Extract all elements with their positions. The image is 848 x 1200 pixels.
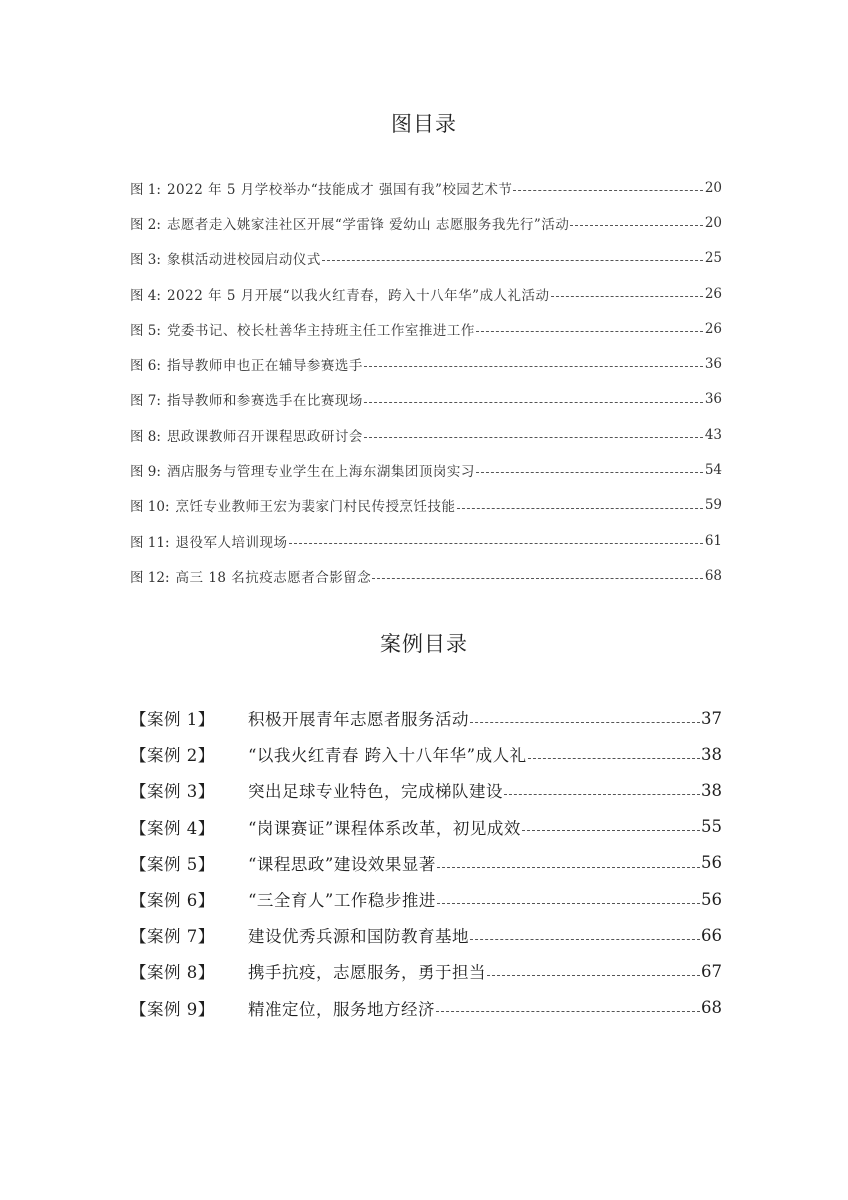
figure-title: 志愿者走入姚家洼社区开展“学雷锋 爱幼山 志愿服务我先行”活动 <box>166 216 570 233</box>
figure-label: 图 8: <box>130 428 161 445</box>
case-page-number: 66 <box>701 925 722 945</box>
case-toc-entry[interactable] <box>130 809 722 845</box>
dot-leader <box>436 995 700 1013</box>
dot-leader <box>289 529 703 544</box>
figure-label: 图 10: <box>130 499 170 516</box>
case-label: 【案例 2】 <box>130 746 215 766</box>
case-page-number: 37 <box>701 708 722 728</box>
dot-leader <box>487 959 700 977</box>
figure-label: 图 6: <box>130 358 161 375</box>
case-page-number: 38 <box>701 780 722 800</box>
figure-label: 图 7: <box>130 393 161 410</box>
figure-label: 图 12: <box>130 569 170 586</box>
dot-leader <box>528 742 700 760</box>
figure-label: 图 4: <box>130 287 161 304</box>
case-label: 【案例 9】 <box>130 999 215 1019</box>
dot-leader <box>476 459 703 474</box>
case-toc-entry[interactable] <box>130 953 722 989</box>
dot-leader <box>470 705 700 723</box>
case-toc-entry[interactable] <box>130 990 722 1026</box>
dot-leader <box>504 778 700 796</box>
case-label: 【案例 7】 <box>130 927 215 947</box>
figure-label: 图 9: <box>130 464 161 481</box>
dot-leader <box>364 423 703 438</box>
case-page-number: 67 <box>701 961 722 981</box>
dot-leader <box>522 814 700 832</box>
figure-page-number: 20 <box>704 214 722 231</box>
case-toc-entry[interactable] <box>130 917 722 953</box>
figure-toc-entry[interactable] <box>130 205 722 240</box>
dot-leader <box>364 388 703 403</box>
case-label: 【案例 1】 <box>130 710 215 730</box>
dot-leader <box>551 282 703 297</box>
case-toc-list <box>130 700 722 1026</box>
case-toc-entry[interactable] <box>130 845 722 881</box>
dot-leader <box>457 494 703 509</box>
case-toc-heading: 案例目录 <box>380 632 468 656</box>
figure-title: 象棋活动进校园启动仪式 <box>166 252 321 269</box>
figure-page-number: 25 <box>704 250 722 267</box>
case-toc-entry[interactable] <box>130 772 722 808</box>
figure-page-number: 43 <box>704 426 722 443</box>
case-page-number: 38 <box>701 744 722 764</box>
figure-title: 高三 18 名抗疫志愿者合影留念 <box>175 569 372 586</box>
figure-page-number: 36 <box>704 356 722 373</box>
case-page-number: 56 <box>701 853 722 873</box>
figure-toc-entry[interactable] <box>130 452 722 487</box>
figure-toc-entry[interactable] <box>130 346 722 381</box>
case-title: 积极开展青年志愿者服务活动 <box>248 710 469 730</box>
dot-leader <box>437 850 700 868</box>
figure-toc-entry[interactable] <box>130 488 722 523</box>
case-page-number: 68 <box>701 998 722 1018</box>
figure-toc-entry[interactable] <box>130 170 722 205</box>
case-label: 【案例 3】 <box>130 782 215 802</box>
case-page-number: 55 <box>701 817 722 837</box>
figure-page-number: 36 <box>704 391 722 408</box>
dot-leader <box>570 212 703 227</box>
figure-page-number: 26 <box>704 285 722 302</box>
dot-leader <box>322 247 703 262</box>
case-title: 精准定位，服务地方经济 <box>248 999 435 1019</box>
figure-page-number: 20 <box>704 179 722 196</box>
case-page-number: 56 <box>701 889 722 909</box>
case-title: 携手抗疫，志愿服务，勇于担当 <box>248 963 486 983</box>
figure-title: 酒店服务与管理专业学生在上海东湖集团顶岗实习 <box>166 464 475 481</box>
dot-leader <box>372 565 703 580</box>
figure-label: 图 11: <box>130 534 170 551</box>
figure-toc-entry[interactable] <box>130 417 722 452</box>
case-title: “课程思政”建设效果显著 <box>248 854 436 874</box>
figure-title: 烹饪专业教师王宏为裴家门村民传授烹饪技能 <box>175 499 456 516</box>
figure-title: 指导教师申也正在辅导参赛选手 <box>166 358 363 375</box>
figure-title: 党委书记、校长杜善华主持班主任工作室推进工作 <box>166 322 475 339</box>
figure-toc-entry[interactable] <box>130 523 722 558</box>
case-title: “岗课赛证”课程体系改革，初见成效 <box>248 818 521 838</box>
figure-title: 退役军人培训现场 <box>175 534 288 551</box>
case-label: 【案例 4】 <box>130 818 215 838</box>
figure-toc-entry[interactable] <box>130 311 722 346</box>
case-label: 【案例 6】 <box>130 891 215 911</box>
figure-page-number: 68 <box>704 567 722 584</box>
figure-page-number: 59 <box>704 497 722 514</box>
dot-leader <box>470 922 700 940</box>
case-toc-entry[interactable] <box>130 700 722 736</box>
dot-leader <box>476 318 703 333</box>
dot-leader <box>364 353 703 368</box>
figure-toc-entry[interactable] <box>130 276 722 311</box>
figure-toc-entry[interactable] <box>130 558 722 593</box>
figure-page-number: 61 <box>704 532 722 549</box>
case-label: 【案例 8】 <box>130 963 215 983</box>
figure-page-number: 54 <box>704 462 722 479</box>
figure-label: 图 3: <box>130 252 161 269</box>
case-toc-entry[interactable] <box>130 881 722 917</box>
figure-title: 指导教师和参赛选手在比赛现场 <box>166 393 363 410</box>
case-title: 突出足球专业特色，完成梯队建设 <box>248 782 503 802</box>
figure-title: 思政课教师召开课程思政研讨会 <box>166 428 363 445</box>
figure-toc-entry[interactable] <box>130 241 722 276</box>
figure-label: 图 2: <box>130 216 161 233</box>
case-toc-entry[interactable] <box>130 736 722 772</box>
case-title: “以我火红青春 跨入十八年华”成人礼 <box>248 746 527 766</box>
case-label: 【案例 5】 <box>130 854 215 874</box>
dot-leader <box>437 886 700 904</box>
case-title: 建设优秀兵源和国防教育基地 <box>248 927 469 947</box>
figure-page-number: 26 <box>704 320 722 337</box>
figure-title: 2022 年 5 月开展“以我火红青春，跨入十八年华”成人礼活动 <box>166 287 550 304</box>
figure-toc-list <box>130 170 722 594</box>
case-title: “三全育人”工作稳步推进 <box>248 891 436 911</box>
figure-title: 2022 年 5 月学校举办“技能成才 强国有我”校园艺术节 <box>166 181 513 198</box>
figure-label: 图 1: <box>130 181 161 198</box>
figure-toc-entry[interactable] <box>130 382 722 417</box>
dot-leader <box>513 176 703 191</box>
figure-label: 图 5: <box>130 322 161 339</box>
figure-toc-heading: 图目录 <box>391 112 457 136</box>
